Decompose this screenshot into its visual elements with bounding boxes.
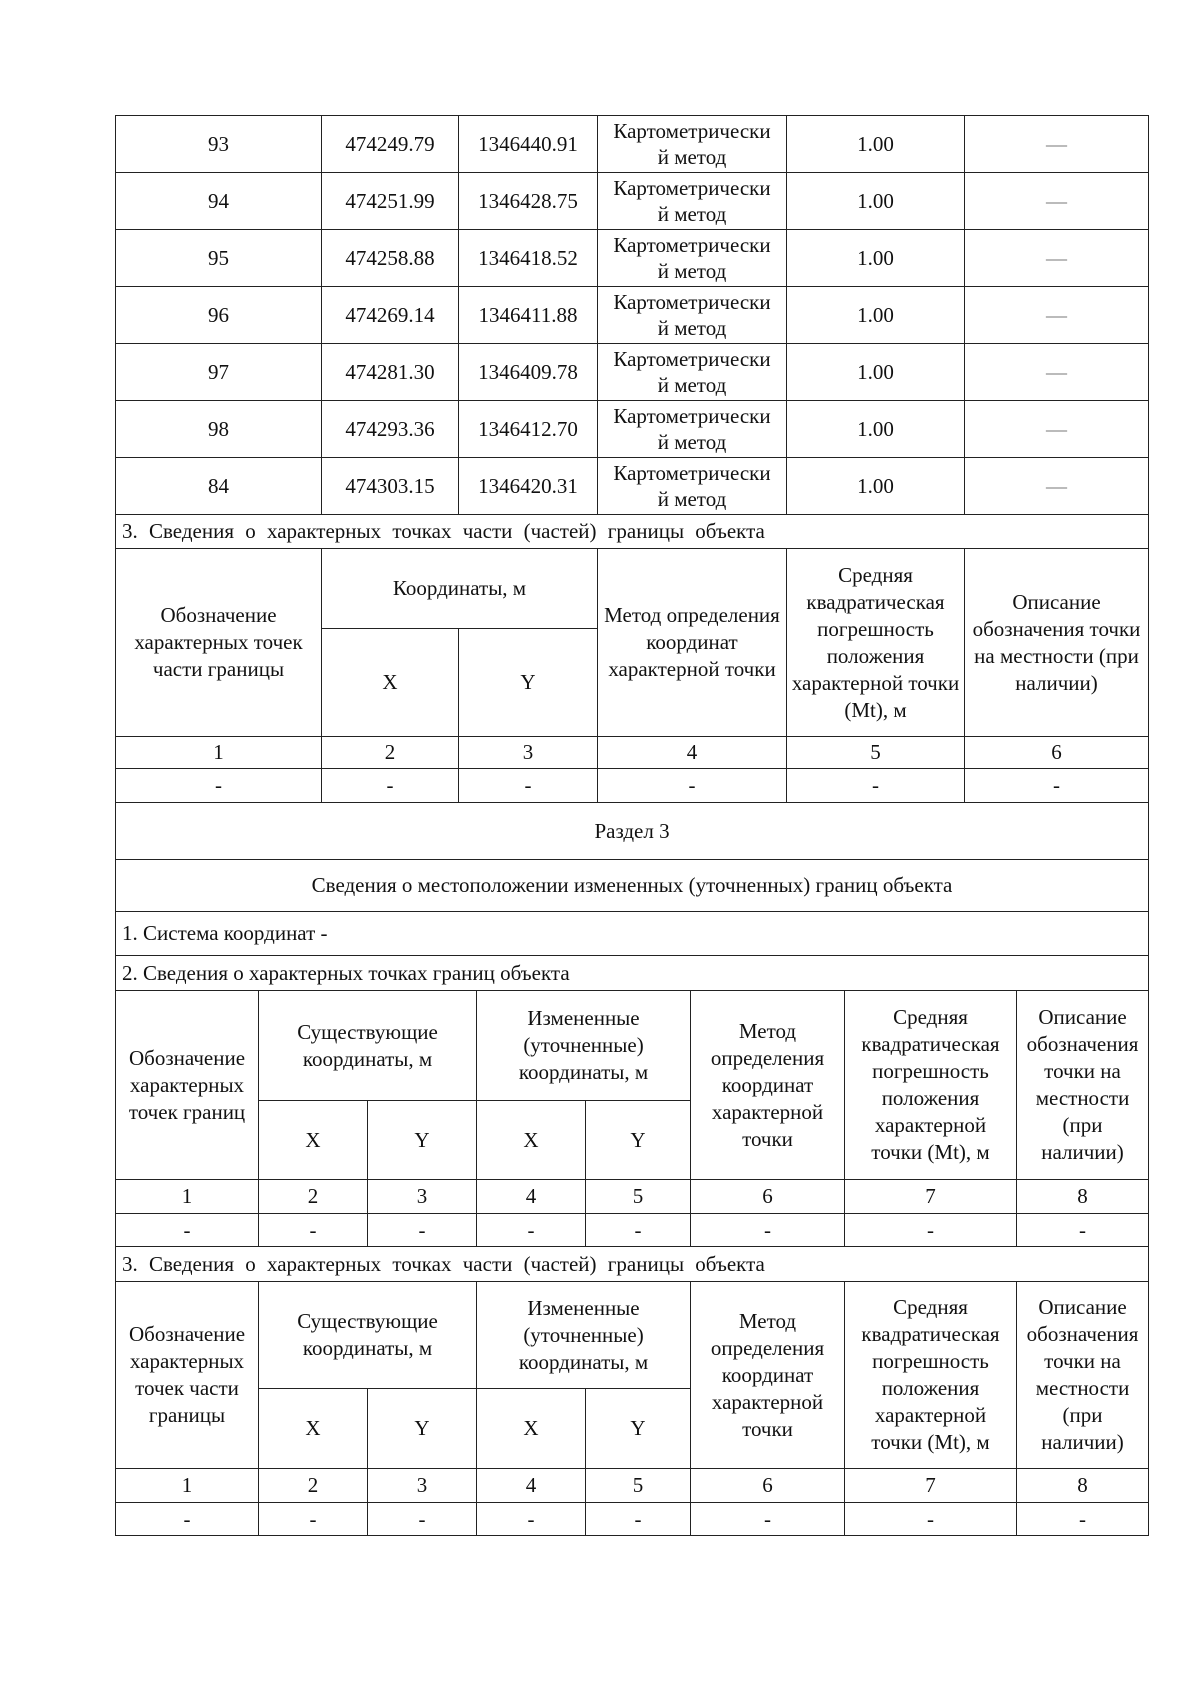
coordinate-system: 1. Система координат - [116, 912, 1149, 956]
header-mt: Средняя квадратическая погрешность положения характерной точки (Mt), м [787, 549, 965, 737]
empty-cell: - [116, 1214, 259, 1247]
coord-y: 1346412.70 [459, 401, 598, 458]
header-y: Y [368, 1389, 477, 1469]
header-designation: Обозначение характерных точек части границы [116, 1282, 259, 1469]
empty-cell: - [477, 1503, 586, 1536]
column-number: 1 [116, 1180, 259, 1214]
point-number: 84 [116, 458, 322, 515]
coord-y: 1346418.52 [459, 230, 598, 287]
coord-x: 474258.88 [322, 230, 459, 287]
column-number: 7 [845, 1180, 1017, 1214]
header-x: X [477, 1101, 586, 1180]
column-number: 3 [368, 1469, 477, 1503]
description-value: — [965, 230, 1149, 287]
column-number: 1 [116, 1469, 259, 1503]
empty-cell: - [787, 769, 965, 803]
header-y: Y [368, 1101, 477, 1180]
empty-cell: - [368, 1503, 477, 1536]
coord-x: 474303.15 [322, 458, 459, 515]
coord-y: 1346428.75 [459, 173, 598, 230]
empty-row [116, 1214, 1149, 1247]
table-row [116, 230, 1149, 287]
column-number: 8 [1017, 1180, 1149, 1214]
section-3-table [115, 802, 1149, 1536]
mt-value: 1.00 [787, 287, 965, 344]
header-description: Описание обозначения точки на местности (при наличии) [965, 549, 1149, 737]
header-method: Метод определения координат характерной точки [598, 549, 787, 737]
coord-x: 474251.99 [322, 173, 459, 230]
column-number: 5 [586, 1180, 691, 1214]
header-existing-coords: Существующие координаты, м [259, 991, 477, 1101]
empty-cell: - [368, 1214, 477, 1247]
header-changed-coords: Измененные (уточненные) координаты, м [477, 991, 691, 1101]
header-mt: Средняя квадратическая погрешность положения характерной точки (Mt), м [845, 1282, 1017, 1469]
column-number: 2 [259, 1469, 368, 1503]
column-numbers-row [116, 737, 1149, 769]
header-designation: Обозначение характерных точек части границы [116, 549, 322, 737]
header-y: Y [586, 1101, 691, 1180]
method-cell: Картометрически й метод [598, 344, 787, 401]
column-number: 6 [965, 737, 1149, 769]
coord-y: 1346411.88 [459, 287, 598, 344]
header-method: Метод определения координат характерной точки [691, 991, 845, 1180]
header-existing-coords: Существующие координаты, м [259, 1282, 477, 1389]
method-cell: Картометрически й метод [598, 401, 787, 458]
coord-x: 474269.14 [322, 287, 459, 344]
table-row [116, 173, 1149, 230]
point-number: 95 [116, 230, 322, 287]
table-row [116, 116, 1149, 173]
description-value: — [965, 116, 1149, 173]
column-number: 1 [116, 737, 322, 769]
column-number: 4 [598, 737, 787, 769]
table-row [116, 287, 1149, 344]
empty-cell: - [459, 769, 598, 803]
header-coordinates: Координаты, м [322, 549, 598, 629]
mt-value: 1.00 [787, 116, 965, 173]
description-value: — [965, 401, 1149, 458]
column-number: 3 [459, 737, 598, 769]
coord-x: 474293.36 [322, 401, 459, 458]
table-row [116, 458, 1149, 515]
table-row [116, 344, 1149, 401]
empty-cell: - [845, 1214, 1017, 1247]
method-cell: Картометрически й метод [598, 458, 787, 515]
boundary-points-title: 2. Сведения о характерных точках границ объекта [116, 956, 1149, 991]
document-page [115, 115, 1148, 1536]
header-method: Метод определения координат характерной точки [691, 1282, 845, 1469]
header-y: Y [586, 1389, 691, 1469]
empty-cell: - [691, 1214, 845, 1247]
point-number: 94 [116, 173, 322, 230]
empty-row [116, 769, 1149, 803]
method-cell: Картометрически й метод [598, 173, 787, 230]
mt-value: 1.00 [787, 230, 965, 287]
header-description: Описание обозначения точки на местности (при наличии) [1017, 991, 1149, 1180]
point-number: 98 [116, 401, 322, 458]
description-value: — [965, 344, 1149, 401]
empty-cell: - [259, 1503, 368, 1536]
table-row [116, 401, 1149, 458]
empty-cell: - [965, 769, 1149, 803]
empty-cell: - [1017, 1503, 1149, 1536]
column-number: 4 [477, 1469, 586, 1503]
empty-cell: - [1017, 1214, 1149, 1247]
empty-cell: - [691, 1503, 845, 1536]
empty-cell: - [322, 769, 459, 803]
empty-cell: - [477, 1214, 586, 1247]
header-x: X [477, 1389, 586, 1469]
description-value: — [965, 458, 1149, 515]
description-value: — [965, 287, 1149, 344]
column-number: 2 [259, 1180, 368, 1214]
mt-value: 1.00 [787, 458, 965, 515]
column-numbers-row [116, 1469, 1149, 1503]
column-number: 6 [691, 1180, 845, 1214]
empty-cell: - [259, 1214, 368, 1247]
column-number: 6 [691, 1469, 845, 1503]
header-description: Описание обозначения точки на местности (при наличии) [1017, 1282, 1149, 1469]
section-title: Раздел 3 [116, 803, 1149, 860]
column-number: 4 [477, 1180, 586, 1214]
point-number: 93 [116, 116, 322, 173]
method-cell: Картометрически й метод [598, 230, 787, 287]
empty-row [116, 1503, 1149, 1536]
header-y: Y [459, 629, 598, 737]
column-number: 5 [586, 1469, 691, 1503]
column-numbers-row [116, 1180, 1149, 1214]
empty-cell: - [116, 1503, 259, 1536]
method-cell: Картометрически й метод [598, 116, 787, 173]
parts-section-title: 3. Сведения о характерных точках части (частей) границы объекта [116, 515, 1149, 549]
parts-section-title: 3. Сведения о характерных точках части (частей) границы объекта [116, 1247, 1149, 1282]
header-changed-coords: Измененные (уточненные) координаты, м [477, 1282, 691, 1389]
column-number: 5 [787, 737, 965, 769]
point-number: 96 [116, 287, 322, 344]
column-number: 7 [845, 1469, 1017, 1503]
column-number: 2 [322, 737, 459, 769]
mt-value: 1.00 [787, 401, 965, 458]
column-number: 8 [1017, 1469, 1149, 1503]
section-subtitle: Сведения о местоположении измененных (уточненных) границ объекта [116, 860, 1149, 912]
coord-x: 474249.79 [322, 116, 459, 173]
point-number: 97 [116, 344, 322, 401]
coord-x: 474281.30 [322, 344, 459, 401]
description-value: — [965, 173, 1149, 230]
mt-value: 1.00 [787, 344, 965, 401]
column-number: 3 [368, 1180, 477, 1214]
boundary-points-table [115, 115, 1149, 803]
empty-cell: - [586, 1214, 691, 1247]
header-x: X [259, 1101, 368, 1180]
empty-cell: - [586, 1503, 691, 1536]
mt-value: 1.00 [787, 173, 965, 230]
header-designation: Обозначение характерных точек границ [116, 991, 259, 1180]
empty-cell: - [845, 1503, 1017, 1536]
coord-y: 1346409.78 [459, 344, 598, 401]
header-x: X [322, 629, 459, 737]
coord-y: 1346440.91 [459, 116, 598, 173]
empty-cell: - [116, 769, 322, 803]
header-x: X [259, 1389, 368, 1469]
coord-y: 1346420.31 [459, 458, 598, 515]
header-mt: Средняя квадратическая погрешность положения характерной точки (Mt), м [845, 991, 1017, 1180]
method-cell: Картометрически й метод [598, 287, 787, 344]
empty-cell: - [598, 769, 787, 803]
